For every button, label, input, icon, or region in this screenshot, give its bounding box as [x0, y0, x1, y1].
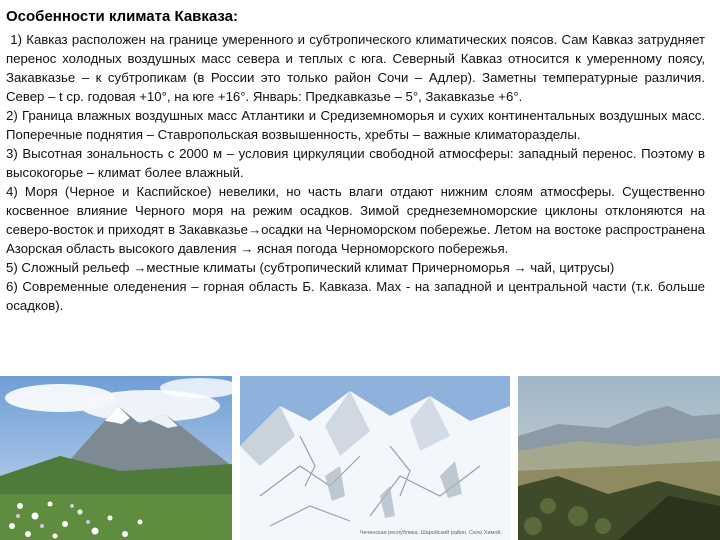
photo-mountain-meadow [0, 376, 232, 540]
photo-caption: Чеченская республика. Шаройский район. Село Химой. [359, 530, 502, 536]
photo-strip [0, 376, 720, 540]
slide-title: Особенности климата Кавказа: [6, 8, 239, 25]
paragraph-6: 6) Современные оледенения – горная область Б. Кавказа. Max - на западной и центральной части (т.к. больше осадков). [6, 279, 705, 313]
paragraph-2: 2) Граница влажных воздушных масс Атлантики и Средиземноморья и сухих континентальных воздушных масс. Поперечные поднятия – Ставропольская возвышенность, хребты – важные климаторазделы. [6, 108, 705, 142]
paragraph-4: 4) Моря (Черное и Каспийское) невелики, но часть влаги отдают нижним слоям атмосферы. Существенно косвенное влияние Черного моря на режим осадков. Зимой среднеземноморские циклоны отклоняются на северо-восток и приходят в Закавказье→осадки на Черноморском побережье. Летом на востоке распространена Азорская область высокого давления → ясная погода Черноморского побережья. [6, 184, 705, 256]
slide-body [6, 30, 705, 315]
paragraph-5: 5) Сложный рельеф →местные климаты (субтропический климат Причерноморья → чай, цитрусы) [6, 260, 615, 275]
photo-snowy-mountains [240, 376, 510, 540]
paragraph-3: 3) Высотная зональность с 2000 м – условия циркуляции свободной атмосферы: западный перенос. Поэтому в высокогорье – климат более влажный. [6, 146, 705, 180]
paragraph-1: 1) Кавказ расположен на границе умеренного и субтропического климатических поясов. Сам Кавказ затрудняет перенос холодных воздушных масс севера и теплых с юга. Северный Кавказ относится к умеренному поясу, Закавказье – к субтропикам (в России это только район Сочи – Адлер). Заметны температурные различия. Север – t ср. годовая +10°, на юге +16°. Январь: Предкавказье – 5°, Закавказье +6°. [6, 32, 705, 104]
photo-valley-view [518, 376, 720, 540]
